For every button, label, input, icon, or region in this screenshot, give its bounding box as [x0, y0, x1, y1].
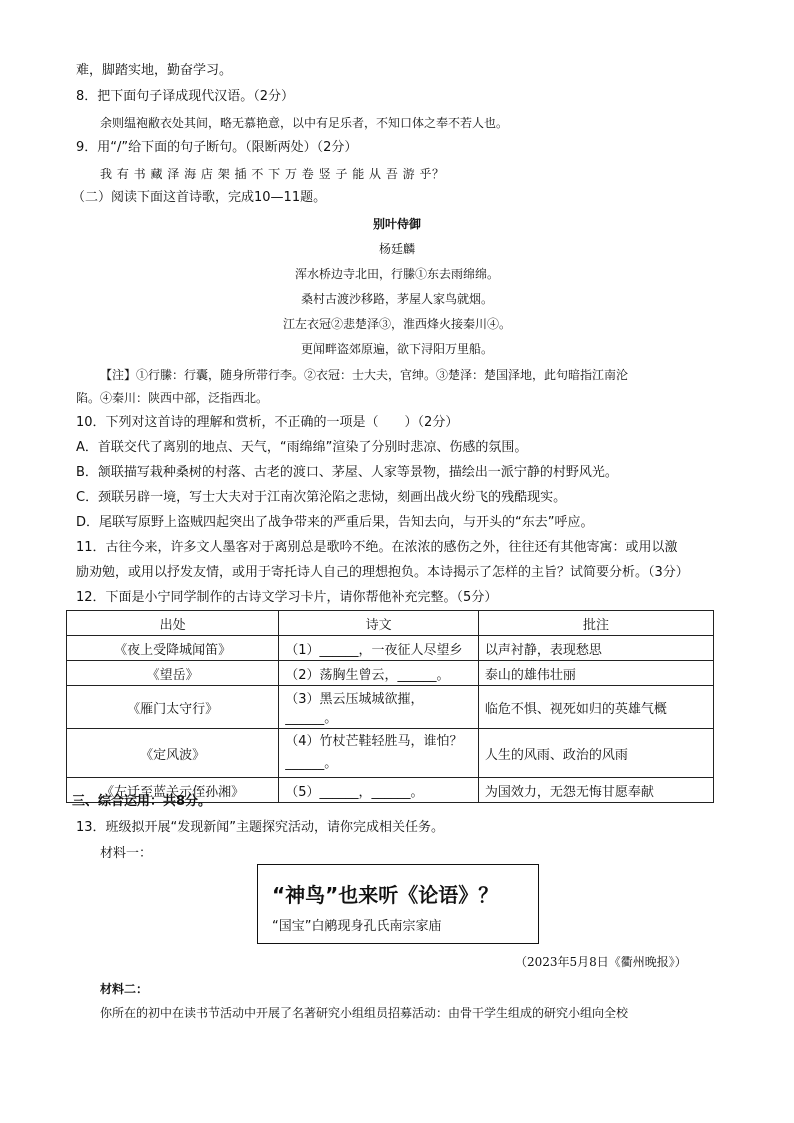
poem-author: 杨廷麟 [378, 242, 415, 256]
question-8: 8．把下面句子译成现代汉语。（2分） [76, 89, 295, 104]
news-clipping [257, 864, 539, 944]
poem-note-cont: 陷。④秦川：陕西中部，泛指西北。 [76, 391, 269, 405]
text-cell: （4）竹杖芒鞋轻胜马，谁怕？______。 [279, 729, 479, 778]
question-8-text: 余则缊袍敝衣处其间，略无慕艳意，以中有足乐者，不知口体之奉不若人也。 [100, 116, 509, 130]
source-cell: 《雁门太守行》 [67, 686, 279, 729]
table-row [67, 686, 714, 729]
table-header: 诗文 [279, 611, 479, 636]
table-row [67, 661, 714, 686]
table-header: 出处 [67, 611, 279, 636]
note-cell: 泰山的雄伟壮丽 [478, 661, 713, 686]
text-line: 难，脚踏实地，勤奋学习。 [76, 63, 233, 78]
poem-line: 浑水桥边寺北田，行縢①东去雨绵绵。 [294, 267, 499, 281]
note-cell: 临危不惧、视死如归的英雄气概 [478, 686, 713, 729]
question-9: 9．用“/”给下面的句子断句。（限断两处）（2分） [76, 140, 358, 155]
material-2-text: 你所在的初中在读书节活动中开展了名著研究小组组员招募活动：由骨干学生组成的研究小组向全校 [100, 1006, 629, 1020]
question-9-text: 我 有 书 藏 泽 海 店 架 插 不 下 万 卷 竖 子 能 从 吾 游 乎？ [100, 167, 445, 181]
news-source: （2023年5月8日《衢州晚报》） [515, 955, 687, 969]
question-11: 11．古往今来，许多文人墨客对于离别总是歌吟不绝。在浓浓的感伤之外，往往还有其他寄寓：或用以激 [76, 540, 678, 555]
table-row [67, 636, 714, 661]
question-12: 12．下面是小宁同学制作的古诗文学习卡片，请你帮他补充完整。（5分） [76, 590, 498, 605]
poem-note: 【注】①行縢：行囊，随身所带行李。②衣冠：士大夫，官绅。③楚泽：楚国泽地，此句暗指江南沦 [100, 368, 629, 382]
note-cell: 以声衬静，表现愁思 [478, 636, 713, 661]
text-cell: （5）______，______。 [279, 778, 479, 803]
source-cell: 《望岳》 [67, 661, 279, 686]
source-cell: 《定风波》 [67, 729, 279, 778]
question-10: 10．下列对这首诗的理解和赏析，不正确的一项是（ ）（2分） [76, 415, 459, 430]
news-subheadline: “国宝”白鹇现身孔氏南宗家庙 [272, 919, 442, 934]
option-b: B．颔联描写栽种桑树的村落、古老的渡口、茅屋、人家等景物，描绘出一派宁静的村野风光。 [76, 465, 618, 480]
option-d: D．尾联写原野上盗贼四起突出了战争带来的严重后果，告知去向，与开头的“东去”呼应。 [76, 515, 594, 530]
text-cell: （2）荡胸生曾云，______。 [279, 661, 479, 686]
table-header: 批注 [478, 611, 713, 636]
poem-line: 桑村古渡沙移路，茅屋人家鸟就烟。 [300, 292, 493, 306]
poem-title: 别叶侍御 [372, 217, 421, 231]
option-c: C．颈联另辟一境，写士大夫对于江南次第沦陷之悲恸，刻画出战火纷飞的残酷现实。 [76, 490, 567, 505]
text-cell: （1）______，一夜征人尽望乡 [279, 636, 479, 661]
section-2-heading: （二）阅读下面这首诗歌，完成10—11题。 [72, 190, 327, 205]
material-2-label: 材料二： [100, 982, 149, 996]
section-3-heading: 三、综合运用：共8分。 [72, 794, 212, 809]
question-13: 13．班级拟开展“发现新闻”主题探究活动，请你完成相关任务。 [76, 820, 445, 835]
source-cell: 《左迁至蓝关示侄孙湘》 [67, 778, 279, 803]
news-headline: “神鸟”也来听《论语》？ [272, 883, 499, 907]
poem-line: 更闻畔盗郊原遍，欲下浔阳万里船。 [300, 342, 493, 356]
source-cell: 《夜上受降城闻笛》 [67, 636, 279, 661]
text-cell: （3）黑云压城城欲摧，______。 [279, 686, 479, 729]
poem-line: 江左衣冠②悲楚泽③，淮西烽火接秦川④。 [282, 317, 511, 331]
question-11-cont: 励劝勉，或用以抒发友情，或用于寄托诗人自己的理想抱负。本诗揭示了怎样的主旨？试简要分析。（3分） [76, 565, 689, 580]
material-1-label: 材料一： [100, 846, 153, 861]
option-a: A．首联交代了离别的地点、天气，“雨绵绵”渲染了分别时悲凉、伤感的氛围。 [76, 440, 528, 455]
table-row [67, 729, 714, 778]
note-cell: 人生的风雨、政治的风雨 [478, 729, 713, 778]
study-card-table [66, 610, 714, 803]
note-cell: 为国效力，无怨无悔甘愿奉献 [478, 778, 713, 803]
